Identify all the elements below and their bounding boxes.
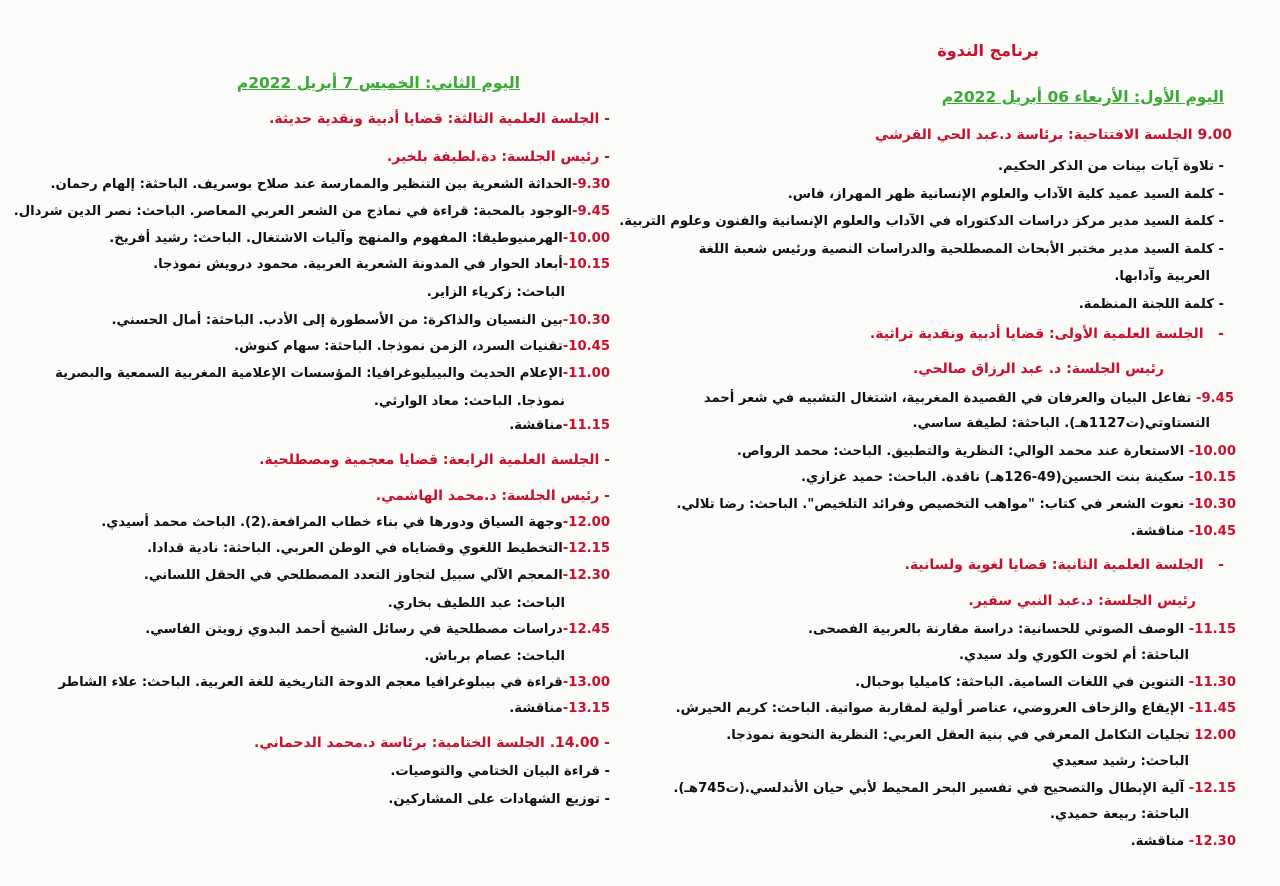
session1-chair: رئيس الجلسة: د. عبد الرزاق صالحي. [912, 361, 1164, 377]
program-row: 12.30- مناقشة. [1130, 834, 1236, 849]
program-title: برنامج الندوة [937, 41, 1039, 60]
list-item: - كلمة السيد مدير مركز دراسات الدكتوراه في الآداب والعلوم الإنسانية والفنون وعلوم التربية. [619, 214, 1224, 229]
program-row-continued: نموذجا. الباحث: معاد الوارثي. [373, 394, 565, 409]
program-row: 12.30-المعجم الآلي سبيل لتجاوز التعدد المصطلحي في الحقل اللساني. [143, 568, 610, 583]
list-item: - كلمة السيد عميد كلية الآداب والعلوم الإنسانية ظهر المهراز، فاس. [787, 187, 1224, 202]
session4-title: - الجلسة العلمية الرابعة: قضايا معجمية ومصطلحية. [259, 452, 610, 468]
session2-chair: رئيس الجلسة: د.عبد النبي سفير. [968, 593, 1196, 609]
program-row-continued: الباحث: زكرياء الزاير. [426, 285, 565, 300]
day1-title: اليوم الأول: الأربعاء 06 أبريل 2022م [941, 88, 1224, 106]
list-item: - توزيع الشهادات على المشاركين. [388, 792, 610, 807]
list-item: - قراءة البيان الختامي والتوصيات. [390, 764, 610, 779]
list-item: - كلمة اللجنة المنظمة. [1078, 297, 1224, 312]
program-row: 12.15-التخطيط اللغوي وقضاياه في الوطن العربي. الباحثة: نادية قدادا. [147, 541, 610, 556]
program-row: 12.00 تجليات التكامل المعرفي في بنية العقل العربي: النظرية النحوية نموذجا. [726, 728, 1236, 743]
program-row: 9.45- تفاعل البيان والعرفان في القصيدة المغربية، اشتغال التشبيه في شعر أحمد [703, 391, 1234, 406]
program-row: 11.45- الإيقاع والزحاف العروضي، عناصر أولية لمقاربة صواتية. الباحث: كريم الحيرش. [675, 701, 1236, 716]
program-row-continued: الباحث: عبد اللطيف بخاري. [387, 596, 565, 611]
program-row: 11.15- الوصف الصوتي للحسانية: دراسة مقارنة بالعربية الفصحى. [807, 622, 1236, 637]
program-row: 9.30-الحداثة الشعرية بين التنظير والممارسة عند صلاح بوسريف. الباحثة: إلهام رحمان. [50, 177, 610, 192]
session1-title: - الجلسة العلمية الأولى: قضايا أدبية ونقدية تراثية. [869, 326, 1224, 342]
list-item: - تلاوة آيات بينات من الذكر الحكيم. [998, 159, 1224, 174]
list-item: - كلمة السيد مدير مختبر الأبحاث المصطلحية والدراسات النصية ورئيس شعبة اللغة [698, 242, 1224, 257]
session3-title: - الجلسة العلمية الثالثة: قضايا أدبية ونقدية حديثة. [269, 111, 610, 127]
session4-chair: - رئيس الجلسة: د.محمد الهاشمي. [375, 488, 610, 504]
program-row: 9.45-الوجود بالمحبة: قراءة في نماذج من الشعر العربي المعاصر. الباحث: نصر الدين شردال. [13, 204, 610, 219]
session3-chair: - رئيس الجلسة: دة.لطيفة بلخير. [386, 149, 610, 165]
program-row: 11.30- التنوين في اللغات السامية. الباحثة: كاميليا بوحبال. [855, 675, 1236, 690]
program-row: 12.45-دراسات مصطلحية في رسائل الشيخ أحمد البدوي زويتن الفاسي. [145, 622, 610, 637]
program-row: 10.00- الاستعارة عند محمد الوالي: النظرية والتطبيق. الباحث: محمد الرواص. [736, 444, 1236, 459]
program-row: 10.15-أبعاد الحوار في المدونة الشعرية العربية. محمود درويش نموذجا. [153, 257, 610, 272]
program-row: 13.15-مناقشة. [509, 701, 610, 716]
program-row: 11.00-الإعلام الحديث والبيبليوغرافيا: المؤسسات الإعلامية المغربية السمعية والبصرية [55, 366, 610, 381]
program-row: 10.15- سكينة بنت الحسين(49-126هـ) ناقدة. الباحث: حميد غزازي. [800, 470, 1236, 485]
program-row-continued: الباحث: رشيد سعيدي [1052, 754, 1189, 769]
program-row: 13.00-قراءة في بيبلوغرافيا معجم الدوحة التاريخية للغة العربية. الباحث: علاء الشاطر [58, 675, 610, 690]
session2-title: - الجلسة العلمية الثانية: قضايا لغوية ولسانية. [904, 557, 1224, 573]
program-row-continued: الباحث: عصام برباش. [424, 649, 565, 664]
program-row: 11.15-مناقشة. [509, 418, 610, 433]
list-item-continued: العربية وآدابها. [1114, 269, 1210, 284]
program-row: 10.30- نعوت الشعر في كتاب: "مواهب التخصيص وفرائد التلخيص". الباحث: رضا تلالي. [676, 497, 1236, 512]
program-row: 10.00-الهرمنيوطيقا: المفهوم والمنهج وآليات الاشتغال. الباحث: رشيد أفريخ. [109, 231, 610, 246]
program-row: 12.00-وجهة السياق ودورها في بناء خطاب المرافعة.(2). الباحث محمد أسيدي. [101, 515, 610, 530]
opening-session: 9.00 الجلسة الافتتاحية: برئاسة د.عبد الحي القرشي [874, 127, 1232, 143]
program-row: 10.45-تقنيات السرد، الزمن نموذجا. الباحثة: سهام كنوش. [234, 339, 610, 354]
day2-title: اليوم الثاني: الخميس 7 أبريل 2022م [236, 74, 520, 92]
program-row: 12.15- آلية الإبطال والتصحيح في تفسير البحر المحيط لأبي حيان الأندلسي.(ت745هـ). [673, 781, 1236, 796]
program-row: 10.30-بين النسيان والذاكرة: من الأسطورة إلى الأدب. الباحثة: أمال الحسني. [111, 313, 610, 328]
closing-session: - 14.00. الجلسة الختامية: برئاسة د.محمد الدحماني. [254, 735, 610, 751]
program-row-continued: الباحثة: أم لخوت الكوري ولد سيدي. [958, 648, 1189, 663]
program-row-continued: الباحثة: ربيعة حميدي. [1050, 807, 1189, 822]
program-row: 10.45- مناقشة. [1130, 524, 1236, 539]
program-row-continued: التستاوتي(ت1127هـ). الباحثة: لطيفة ساسي. [912, 416, 1210, 431]
